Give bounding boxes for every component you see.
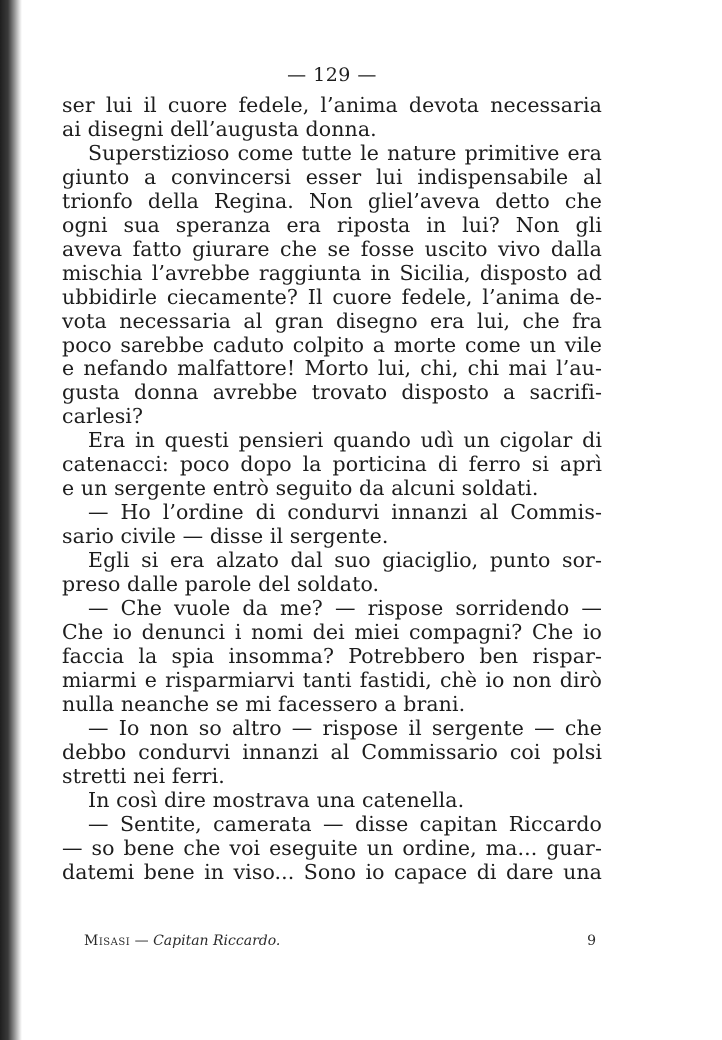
text-line: debbo condurvi innanzi al Commissario coi polsi (62, 739, 602, 764)
text-line: e un sergente entrò seguito da alcuni soldati. (62, 476, 539, 501)
text-line: poco sarebbe caduto colpito a morte come un vile (62, 332, 602, 357)
text-line: nulla neanche se mi facessero a brani. (62, 691, 466, 716)
book-page (62, 56, 602, 956)
text-line: — Io non so altro — rispose il sergente — che (88, 715, 602, 740)
text-line: stretti nei ferri. (62, 763, 225, 788)
text-line: — so bene che voi eseguite un ordine, ma... guar- (62, 835, 602, 860)
footer-author: Misasi (84, 933, 131, 949)
text-line: aveva fatto giurare che se fosse uscito vivo dalla (62, 236, 602, 261)
text-line: carlesi? (62, 404, 144, 429)
footer-book-title: Capitan Riccardo. (153, 933, 281, 949)
page-footer (84, 926, 596, 956)
text-line: Superstizioso come tutte le nature primitive era (88, 140, 602, 165)
text-line: sario civile — disse il sergente. (62, 524, 389, 549)
footer-separator: — (130, 933, 154, 949)
text-line: Egli si era alzato dal suo giaciglio, punto sor- (88, 548, 602, 573)
book-spine-shadow (0, 0, 22, 1040)
text-line: Che io denunci i nomi dei miei compagni? Che io (62, 619, 602, 644)
text-line: miarmi e risparmiarvi tanti fastidi, chè io non dirò (62, 667, 602, 692)
text-line: preso dalle parole del soldato. (62, 572, 380, 597)
text-line: gusta donna avrebbe trovato disposto a sacrifi- (62, 380, 602, 405)
text-line: ogni sua speranza era riposta in lui? Non gli (62, 212, 602, 237)
text-line: mischia l’avrebbe raggiunta in Sicilia, disposto ad (62, 260, 602, 285)
footer-signature-mark: 9 (587, 933, 596, 949)
text-line: faccia la spia insomma? Potrebbero ben rispar- (62, 643, 602, 668)
text-line: ai disegni dell’augusta donna. (62, 116, 377, 141)
text-line: e nefando malfattore! Morto lui, chi, chi mai l’au- (62, 356, 602, 381)
text-line: vota necessaria al gran disegno era lui, che fra (62, 308, 602, 333)
text-line: — Ho l’ordine di condurvi innanzi al Commis- (88, 500, 602, 525)
text-line: Era in questi pensieri quando udì un cigolar di (88, 428, 602, 453)
text-line: catenacci: poco dopo la porticina di ferro si aprì (62, 452, 602, 477)
page-number: — 129 — (287, 64, 377, 86)
text-line: — Che vuole da me? — rispose sorridendo — (88, 596, 602, 621)
text-line: In così dire mostrava una catenella. (88, 787, 465, 812)
text-line: giunto a convincersi esser lui indispensabile al (62, 164, 602, 189)
text-line: ubbidirle ciecamente? Il cuore fedele, l’anima de- (62, 284, 602, 309)
text-line: datemi bene in viso... Sono io capace di dare una (62, 859, 602, 884)
body-text (62, 94, 602, 884)
text-line: — Sentite, camerata — disse capitan Riccardo (88, 811, 602, 836)
text-line: trionfo della Regina. Non gliel’aveva detto che (62, 188, 602, 213)
text-line: ser lui il cuore fedele, l’anima devota necessaria (62, 93, 602, 117)
